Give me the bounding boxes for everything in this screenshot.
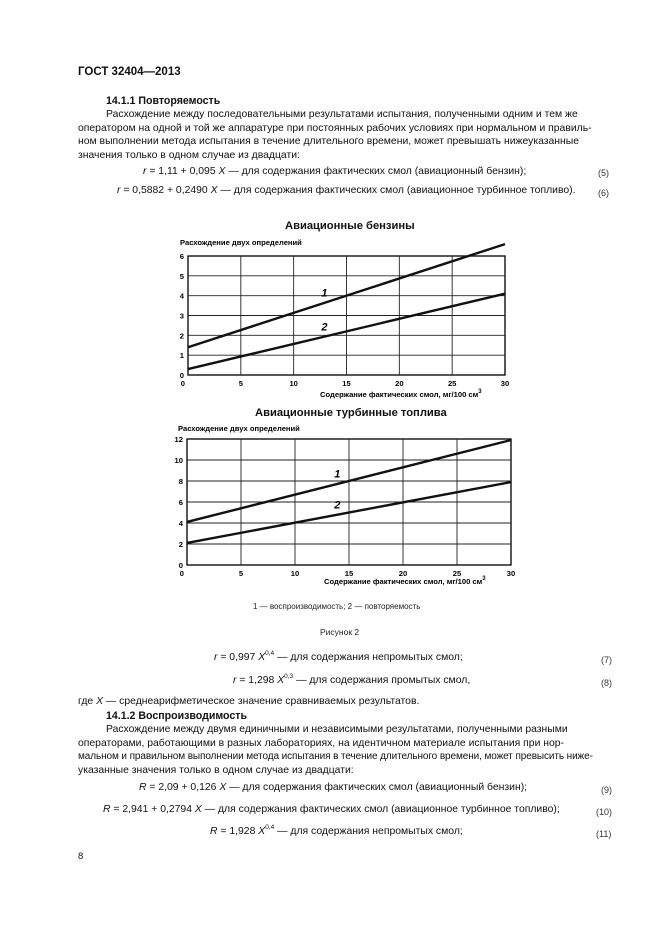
- eq-variable: X: [210, 185, 218, 196]
- where-prefix: где: [78, 696, 97, 707]
- equation-9: [139, 782, 527, 793]
- eq-symbol: r: [233, 675, 237, 686]
- paragraph-line: Расхождение между двумя единичными и независимыми результатами, полученными разными: [106, 724, 568, 735]
- eq-formula: = 1,298: [236, 675, 278, 686]
- equation-number: (10): [596, 807, 613, 817]
- eq-variable: X: [96, 696, 103, 707]
- chart-title-turbine: Авиационные турбинные топлива: [255, 407, 447, 419]
- y-tick-label: 4: [178, 519, 183, 528]
- paragraph-line: ном выполнении метода испытания в течение длительного времени, может превышать нижеуказанные: [78, 136, 580, 148]
- eq-variable: X: [194, 804, 202, 815]
- eq-formula: = 2,941 + 0,2794: [110, 804, 195, 815]
- paragraph-line: указанные значения только в одном случае из двадцати:: [78, 764, 354, 776]
- equation-number: (7): [601, 655, 612, 665]
- x-tick-label: 15: [342, 379, 351, 388]
- equation-7: [214, 652, 463, 663]
- y-axis-label: Расхождение двух определений: [180, 238, 302, 247]
- reproducibility-paragraph: [78, 723, 615, 777]
- x-axis-label: [320, 389, 482, 399]
- eq-exponent: 0,4: [265, 650, 275, 657]
- y-tick-label: 4: [179, 291, 184, 301]
- x-tick-label: 25: [452, 569, 462, 578]
- paragraph-line: значения только в одном случае из двадцати:: [78, 149, 300, 161]
- equation-8: [233, 675, 470, 686]
- figure-legend: 1 — воспроизводимость; 2 — повторяемость: [253, 602, 421, 611]
- equation-5: [143, 166, 526, 177]
- equation-10: [103, 804, 560, 815]
- eq-formula: = 1,928: [217, 826, 259, 837]
- y-tick-label: 3: [179, 311, 184, 321]
- series-label-1: 1: [321, 287, 328, 300]
- eq-formula: = 0,5882 + 0,2490: [120, 185, 211, 196]
- x-tick-label: 30: [506, 569, 516, 578]
- x-tick-label: 5: [238, 379, 243, 388]
- chart-aviation-turbine-fuel: [170, 420, 532, 590]
- chart-aviation-gasoline: [172, 234, 532, 404]
- eq-variable: X: [258, 652, 266, 663]
- x-tick-label: 20: [398, 569, 408, 578]
- paragraph-line: операторами, работающими в разных лабораториях, на идентичном материале испытания при нор-: [78, 737, 565, 749]
- y-tick-label: 0: [178, 561, 183, 570]
- where-text: — среднеарифметическое значение сравниваемых результатов.: [103, 696, 420, 707]
- x-axis-label-text: Содержание фактических смол, мг/100 см: [324, 577, 483, 586]
- eq-exponent: 0,3: [284, 673, 294, 680]
- page-number: 8: [78, 851, 84, 862]
- y-tick-label: 2: [178, 540, 183, 549]
- equation-11: [210, 826, 463, 837]
- x-tick-label: 15: [344, 569, 354, 578]
- eq-description: — для содержания фактических смол (авиационный бензин);: [225, 166, 527, 177]
- y-tick-label: 5: [179, 271, 184, 281]
- paragraph-line: мальном и правильном выполнении метода испытания в течение длительного времени, может превысить ниже-: [78, 751, 593, 763]
- eq-formula: = 0,997: [217, 652, 259, 663]
- chart-title-gasoline: Авиационные бензины: [285, 220, 415, 232]
- eq-symbol: r: [214, 652, 218, 663]
- equation-number: (11): [596, 829, 612, 839]
- eq-description: — для содержания фактических смол (авиационное турбинное топливо);: [201, 804, 560, 815]
- x-axis-label-text: Содержание фактических смол, мг/100 см: [320, 390, 479, 399]
- paragraph-line: Расхождение между последовательными результатами испытания, полученными одним и тем же: [106, 109, 578, 120]
- x-axis-label-superscript: 3: [482, 576, 486, 582]
- x-tick-label: 0: [179, 569, 184, 578]
- eq-symbol: R: [210, 826, 218, 837]
- repeatability-paragraph: [78, 108, 615, 162]
- x-tick-label: 30: [500, 379, 510, 388]
- y-axis-label: Расхождение двух определений: [178, 424, 300, 433]
- section-heading-repeatability: 14.1.1 Повторяемость: [106, 95, 221, 107]
- series-label-2: 2: [321, 321, 328, 334]
- y-tick-label: 0: [179, 371, 184, 380]
- eq-description: — для содержания фактических смол (авиационное турбинное топливо).: [217, 185, 576, 196]
- section-heading-reproducibility: 14.1.2 Воспроизводимость: [106, 710, 247, 722]
- x-tick-label: 0: [180, 379, 185, 388]
- eq-symbol: R: [103, 804, 111, 815]
- eq-formula: = 2,09 + 0,126: [146, 782, 220, 793]
- y-tick-label: 6: [178, 498, 183, 507]
- x-tick-label: 10: [290, 569, 300, 578]
- y-tick-label: 6: [179, 252, 184, 261]
- eq-variable: X: [277, 675, 285, 686]
- eq-symbol: r: [143, 166, 147, 177]
- x-tick-label: 25: [447, 379, 457, 388]
- eq-exponent: 0,4: [265, 824, 275, 831]
- eq-variable: X: [258, 826, 266, 837]
- document-header: ГОСТ 32404—2013: [78, 66, 181, 78]
- equation-number: (5): [598, 168, 609, 178]
- figure-caption: Рисунок 2: [320, 627, 360, 637]
- eq-description: — для содержания непромытых смол;: [274, 826, 463, 837]
- paragraph-line: оператором на одной и той же аппаратуре при постоянных рабочих условиях при нормальном и правиль-: [78, 122, 592, 134]
- x-axis-label: [324, 576, 486, 586]
- y-tick-label: 10: [174, 456, 183, 465]
- eq-variable: X: [219, 782, 227, 793]
- eq-symbol: R: [139, 782, 147, 793]
- eq-description: — для содержания промытых смол,: [293, 675, 471, 686]
- series-label-1: 1: [334, 468, 341, 481]
- x-tick-label: 20: [395, 379, 404, 388]
- equation-number: (9): [601, 785, 612, 795]
- y-tick-label: 2: [179, 331, 184, 341]
- equation-6: [117, 185, 575, 196]
- equation-number: (6): [598, 188, 609, 198]
- eq-description: — для содержания непромытых смол;: [274, 652, 463, 663]
- eq-description: — для содержания фактических смол (авиационный бензин);: [226, 782, 528, 793]
- x-tick-label: 10: [289, 379, 298, 388]
- eq-variable: X: [218, 166, 226, 177]
- x-tick-label: 5: [238, 569, 244, 578]
- eq-formula: = 1,11 + 0,095: [146, 166, 219, 177]
- eq-symbol: r: [117, 185, 121, 196]
- equation-number: (8): [601, 678, 612, 688]
- series-label-2: 2: [334, 499, 341, 512]
- y-tick-label: 12: [174, 435, 183, 444]
- y-tick-label: 1: [179, 351, 184, 361]
- where-clause: [78, 696, 419, 707]
- x-axis-label-superscript: 3: [478, 389, 482, 395]
- y-tick-label: 8: [178, 477, 183, 486]
